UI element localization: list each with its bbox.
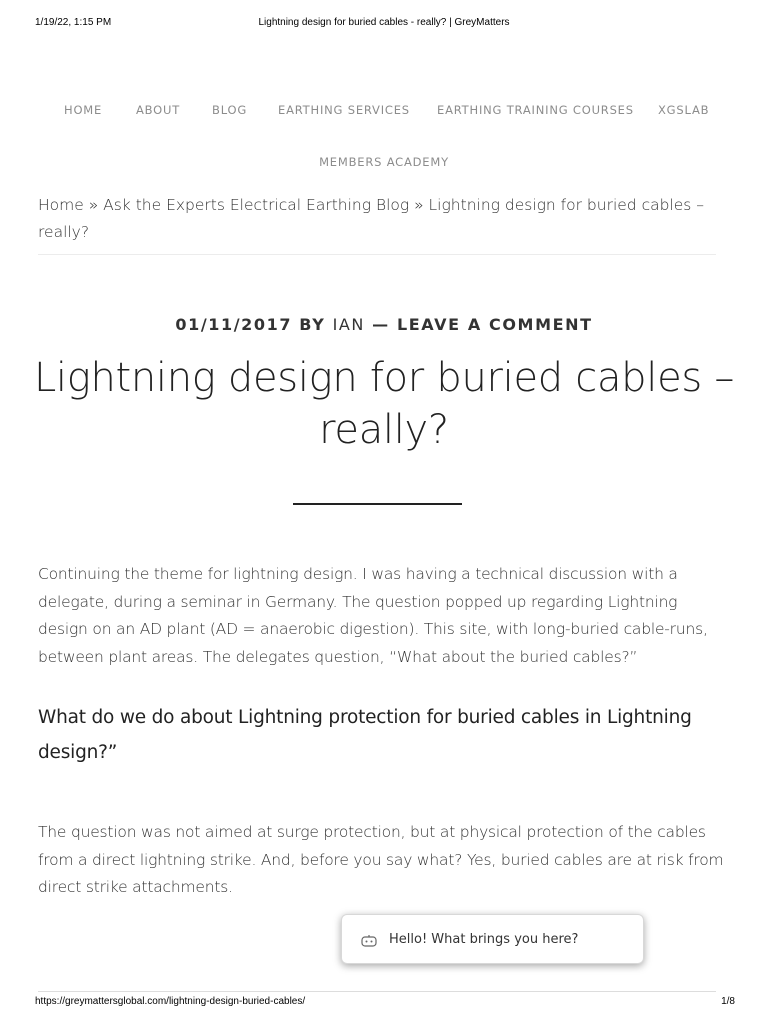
print-footer [0, 996, 768, 1010]
nav-item-about[interactable]: ABOUT [136, 103, 181, 117]
breadcrumb-home-link[interactable]: Home [38, 196, 84, 214]
chat-widget-bubble[interactable] [341, 914, 644, 964]
post-by-label: BY [292, 315, 333, 334]
nav-item-earthing-training-courses[interactable]: EARTHING TRAINING COURSES [437, 103, 634, 117]
main-nav [0, 103, 768, 121]
leave-comment-link[interactable]: LEAVE A COMMENT [396, 315, 593, 334]
breadcrumb [38, 192, 718, 246]
print-page-title: Lightning design for buried cables - really? | GreyMatters [258, 17, 510, 28]
post-meta [0, 315, 768, 334]
chat-bot-icon [361, 934, 377, 946]
post-paragraph: Continuing the theme for lightning design. I was having a technical discussion with a delegate, during a seminar in Germany. The question popped up regarding Lightning design on an AD plant (AD = anaerobic digestion). This site, with long-buried cable-runs, between plant areas. The delegates question, “What about the buried cables?” [38, 565, 708, 666]
nav-item-xgslab[interactable]: XGSLAB [658, 103, 710, 117]
main-nav-row-2 [0, 155, 768, 169]
nav-item-earthing-services[interactable]: EARTHING SERVICES [278, 103, 410, 117]
content-cutoff-line [38, 991, 716, 992]
print-header [0, 17, 768, 31]
chat-greeting-message: Hello! What brings you here? [389, 932, 579, 947]
print-page-number: 1/8 [721, 996, 735, 1007]
nav-item-blog[interactable]: BLOG [212, 103, 248, 117]
title-underline [293, 503, 462, 505]
print-url: https://greymattersglobal.com/lightning-design-buried-cables/ [35, 996, 306, 1007]
post-title: Lightning design for buried cables – really? [33, 355, 735, 453]
post-date: 01/11/2017 [175, 315, 293, 334]
post-lead-quote: What do we do about Lightning protection for buried cables in Lightning design?” [38, 707, 692, 763]
nav-item-home[interactable]: HOME [64, 103, 103, 117]
breadcrumb-divider [38, 254, 716, 255]
post-author-link[interactable]: IAN [332, 315, 365, 334]
post-meta-dash: — [365, 315, 397, 334]
nav-item-members-academy[interactable]: MEMBERS ACADEMY [319, 155, 449, 169]
post-paragraph: The question was not aimed at surge protection, but at physical protection of the cables from a direct lightning strike. And, before you say what? Yes, buried cables are at risk from direct strike attachments. [38, 823, 724, 896]
breadcrumb-current: Lightning design for buried cables – really? [38, 196, 705, 241]
breadcrumb-blog-link[interactable]: Ask the Experts Electrical Earthing Blog [103, 196, 410, 214]
breadcrumb-separator: » [83, 196, 104, 214]
breadcrumb-separator: » [409, 196, 429, 214]
print-datetime: 1/19/22, 1:15 PM [35, 17, 112, 28]
